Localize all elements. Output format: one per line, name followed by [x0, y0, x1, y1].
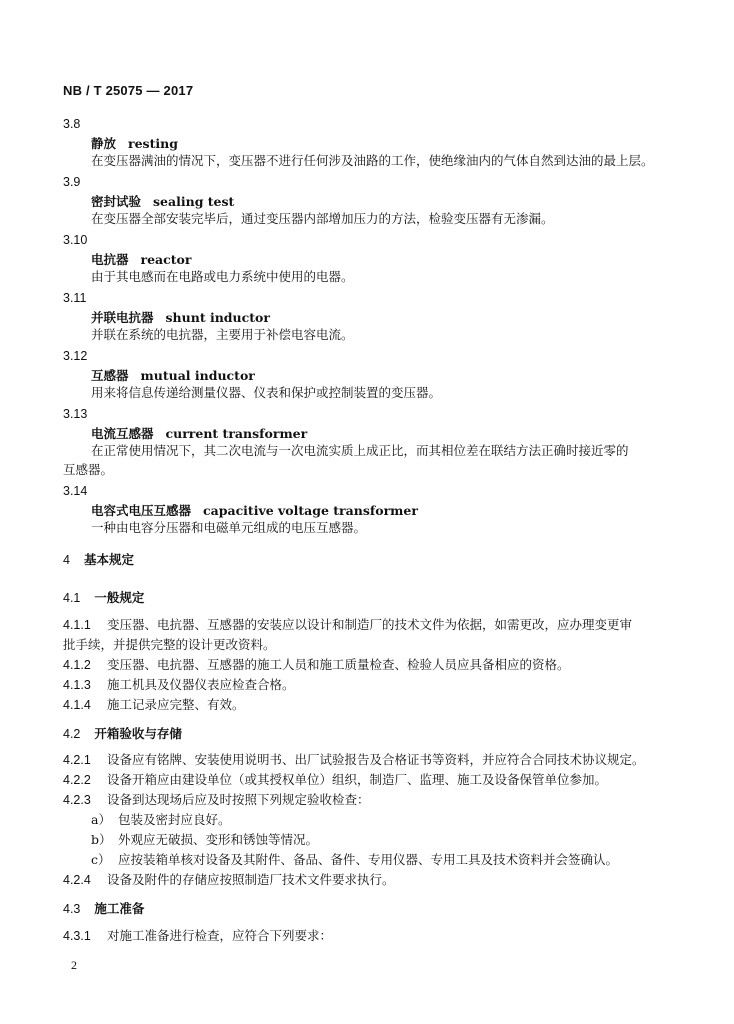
subsection-number: 4.1: [63, 591, 81, 605]
term-definition: 并联在系统的电抗器，主要用于补偿电容电流。: [91, 327, 354, 342]
page-number: 2: [71, 958, 77, 972]
term-number: 3.13: [63, 407, 88, 421]
subsection-title: 施工准备: [94, 901, 145, 916]
list-item: [91, 812, 231, 828]
term-definition: 在正常使用情况下，其二次电流与一次电流实质上成正比，而其相位差在联结方法正确时接近零的: [91, 443, 629, 458]
clause-text: 设备及附件的存储应按照制造厂技术文件要求执行。: [107, 872, 395, 887]
term-definition-continued: 互感器。: [63, 462, 114, 477]
document-code-header: NB / T 25075 — 2017: [63, 83, 194, 98]
term-number: 3.8: [63, 117, 81, 131]
term-en: capacitive voltage transformer: [203, 503, 418, 518]
term-title: [91, 503, 418, 519]
clause-number: 4.1.1: [63, 618, 91, 632]
section-heading: [63, 552, 134, 568]
clause-text: 变压器、电抗器、互感器的施工人员和施工质量检查、检验人员应具备相应的资格。: [107, 657, 570, 672]
term-definition: 一种由电容分压器和电磁单元组成的电压互感器。: [91, 520, 367, 535]
clause-number: 4.2.1: [63, 753, 91, 767]
clause-text: 施工记录应完整、有效。: [107, 697, 245, 712]
clause: [63, 657, 570, 673]
clause-number: 4.1.3: [63, 678, 91, 692]
clause: [63, 772, 607, 788]
term-en: shunt inductor: [165, 310, 270, 325]
term-number: 3.10: [63, 233, 88, 247]
subsection-number: 4.2: [63, 727, 81, 741]
term-zh: 静放: [91, 136, 117, 151]
list-item-marker: c）: [91, 852, 111, 867]
term-zh: 密封试验: [91, 194, 142, 209]
list-item-text: 外观应无破损、变形和锈蚀等情况。: [118, 832, 319, 847]
term-number: 3.11: [63, 291, 87, 305]
term-title: [91, 368, 255, 384]
clause-text: 变压器、电抗器、互感器的安装应以设计和制造厂的技术文件为依据，如需更改，应办理变更审: [107, 617, 633, 632]
clause-text: 设备开箱应由建设单位（或其授权单位）组织，制造厂、监理、施工及设备保管单位参加。: [107, 772, 608, 787]
clause-number: 4.1.2: [63, 658, 91, 672]
term-title: [91, 136, 178, 152]
subsection-heading: [63, 726, 182, 742]
clause-number: 4.2.2: [63, 773, 91, 787]
subsection-heading: [63, 590, 144, 606]
clause: [63, 752, 645, 768]
clause: [63, 617, 632, 633]
term-definition: 在变压器满油的情况下，变压器不进行任何涉及油路的工作，使绝缘油内的气体自然到达油的最上层。: [91, 153, 654, 168]
clause-number: 4.2.4: [63, 873, 91, 887]
clause-text: 对施工准备进行检查，应符合下列要求：: [107, 928, 333, 943]
term-definition: 用来将信息传递给测量仪器、仪表和保护或控制装置的变压器。: [91, 385, 442, 400]
term-title: [91, 426, 307, 442]
clause: [63, 928, 332, 944]
term-number: 3.14: [63, 484, 88, 498]
section-number: 4: [63, 553, 70, 567]
term-zh: 电流互感器: [91, 426, 154, 441]
term-title: [91, 194, 234, 210]
subsection-heading: [63, 901, 144, 917]
term-zh: 互感器: [91, 368, 129, 383]
list-item-marker: b）: [91, 832, 112, 847]
term-number: 3.12: [63, 349, 88, 363]
list-item: [91, 852, 618, 868]
clause: [63, 697, 245, 713]
term-zh: 并联电抗器: [91, 310, 154, 325]
clause-text-continued: 批手续，并提供完整的设计更改资料。: [63, 637, 276, 652]
clause: [63, 677, 295, 693]
clause-number: 4.2.3: [63, 793, 91, 807]
term-title: [91, 310, 270, 326]
term-title: [91, 252, 191, 268]
subsection-title: 一般规定: [94, 590, 145, 605]
clause: [63, 872, 395, 888]
list-item-text: 应按装箱单核对设备及其附件、备品、备件、专用仪器、专用工具及技术资料并会签确认。: [118, 852, 619, 867]
clause-text: 施工机具及仪器仪表应检查合格。: [107, 677, 295, 692]
term-en: resting: [128, 136, 178, 151]
list-item: [91, 832, 318, 848]
term-en: sealing test: [153, 194, 235, 209]
clause: [63, 792, 370, 808]
term-zh: 电容式电压互感器: [91, 503, 192, 518]
clause-number: 4.1.4: [63, 698, 91, 712]
subsection-number: 4.3: [63, 902, 81, 916]
term-definition: 由于其电感而在电路或电力系统中使用的电器。: [91, 269, 354, 284]
term-en: mutual inductor: [140, 368, 255, 383]
clause-number: 4.3.1: [63, 929, 91, 943]
term-number: 3.9: [63, 175, 81, 189]
section-title: 基本规定: [83, 552, 134, 567]
subsection-title: 开箱验收与存储: [94, 726, 182, 741]
list-item-text: 包装及密封应良好。: [118, 812, 231, 827]
term-en: reactor: [140, 252, 192, 267]
term-zh: 电抗器: [91, 252, 129, 267]
list-item-marker: a）: [91, 812, 111, 827]
term-en: current transformer: [165, 426, 308, 441]
clause-text: 设备应有铭牌、安装使用说明书、出厂试验报告及合格证书等资料，并应符合合同技术协议规定。: [107, 752, 645, 767]
clause-text: 设备到达现场后应及时按照下列规定验收检查：: [107, 792, 370, 807]
term-definition: 在变压器全部安装完毕后，通过变压器内部增加压力的方法，检验变压器有无渗漏。: [91, 211, 554, 226]
